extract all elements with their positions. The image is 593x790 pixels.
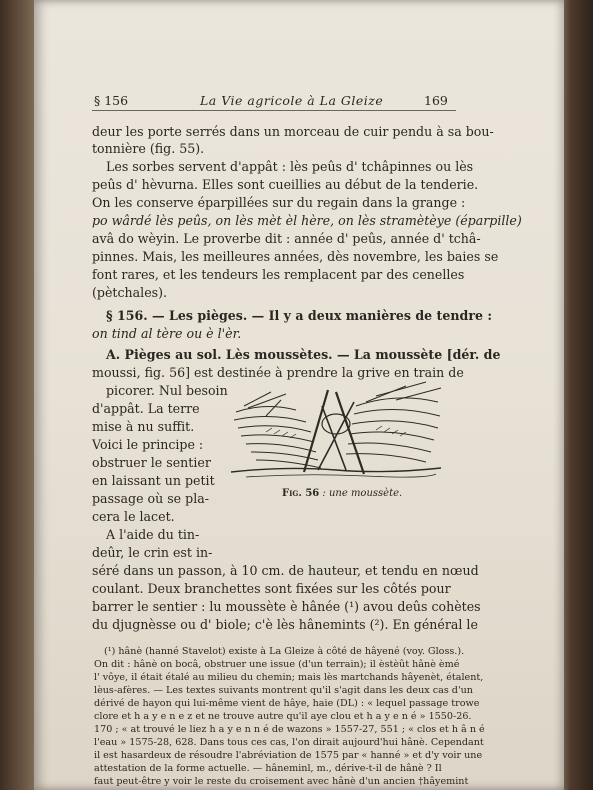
body-line: (pètchales). <box>92 285 168 300</box>
body-line: pinnes. Mais, les meilleures années, dès novembre, les baies se <box>92 249 499 264</box>
body-line: en laissant un petit <box>92 473 215 488</box>
body-line: font rares, et les tendeurs les remplacent par des cenelles <box>92 267 465 282</box>
footnote-line: 170 ; « at trouvé le liez h a y e n n é de wazons » 1557-27, 551 ; « clos et h â n é <box>94 724 485 735</box>
body-line: avâ do wèyin. Le proverbe dit : année d' peûs, année d' tchâ- <box>92 231 481 246</box>
body-line: passage où se pla- <box>92 491 209 506</box>
body-line: du djugnèsse ou d' biole; c'è lès hânemints (²). En général le <box>92 617 478 632</box>
footnote-line: il est hasardeux de résoudre l'abréviation de 1575 par « hanné » et d'y voir une <box>94 750 483 761</box>
figure-caption-label: Fig. 56 <box>282 488 320 499</box>
body-line: mise à nu suffit. <box>92 419 195 434</box>
footnote-line: (¹) hânè (hanné Stavelot) existe à La Gleize à côté de hâyené (voy. Gloss.). <box>104 646 465 657</box>
page-number: 169 <box>424 93 448 108</box>
header-section: § 156 <box>94 93 129 108</box>
body-line: obstruer le sentier <box>92 455 211 470</box>
body-line: d'appât. La terre <box>92 401 200 416</box>
footnote-line: On dit : hânè on bocâ, obstruer une issue (d'un terrain); il èstèût hânè èmé <box>94 659 460 670</box>
body-line: cera le lacet. <box>92 509 175 524</box>
body-line: A l'aide du tin- <box>106 527 200 542</box>
body-line: picorer. Nul besoin <box>106 383 228 398</box>
footnote-line: attestation de la forme actuelle. — hâneminl, m., dérive-t-il de hânè ? Il <box>94 763 442 774</box>
subsection-heading: A. Pièges au sol. Lès moussètes. — La moussète [dér. de <box>106 347 501 362</box>
body-line: barrer le sentier : lu moussète è hânée (¹) avou deûs cohètes <box>92 599 481 614</box>
footnote-line: l'eau » 1575-28, 628. Dans tous ces cas, l'on dirait aujourd'hui hânè. Cependant <box>94 737 484 748</box>
body-line: Voici le principe : <box>92 437 204 452</box>
body-line: moussi, fig. 56] est destinée à prendre la grive en train de <box>92 365 464 380</box>
header-rule <box>92 110 456 111</box>
body-line: deûr, le crin est in- <box>92 545 213 560</box>
header-title: La Vie agricole à La Gleize <box>200 93 384 108</box>
footnote-line: lèus-afères. — Les textes suivants montrent qu'il s'agit dans les deux cas d'un <box>94 685 473 696</box>
body-line: séré dans un passon, à 10 cm. de hauteur, et tendu en nœud <box>92 563 479 578</box>
body-line: on tind al tère ou è l'èr. <box>92 326 242 341</box>
figure-caption-text: : une moussète. <box>322 488 403 499</box>
body-line: coulant. Deux branchettes sont fixées sur les côtés pour <box>92 581 451 596</box>
body-line: deur les porte serrés dans un morceau de cuir pendu à sa bou- <box>92 124 494 139</box>
body-line: po wârdé lès peûs, on lès mèt èl hère, on lès stramètèye (éparpille) <box>92 213 522 228</box>
footnote-line: l' vôye, il était étalé au milieu du chemin; mais lès martchands hâyenèt, étalent, <box>94 672 484 683</box>
footnote-line: dérivé de hayon qui lui-même vient de hâye, haie (DL) : « lequel passage trowe <box>94 698 480 709</box>
moussete-illustration <box>226 372 448 484</box>
body-line: peûs d' hèvurna. Elles sont cueillies au début de la tenderie. <box>92 177 479 192</box>
body-line: On les conserve éparpillées sur du regain dans la grange : <box>92 195 466 210</box>
footnote-line: clore et h a y e n e z et ne trouve autre qu'il aye clou et h a y e n é » 1550-26. <box>94 711 472 722</box>
section-heading: § 156. — Les pièges. — Il y a deux manières de tendre : <box>106 308 493 323</box>
footnote-line: faut peut-être y voir le reste du croisement avec hânè d'un ancien †hâyemint <box>94 776 469 787</box>
body-line: tonnière (fig. 55). <box>92 141 205 156</box>
figure-caption <box>282 488 402 499</box>
body-line: Les sorbes servent d'appât : lès peûs d' tchâpinnes ou lès <box>106 159 474 174</box>
